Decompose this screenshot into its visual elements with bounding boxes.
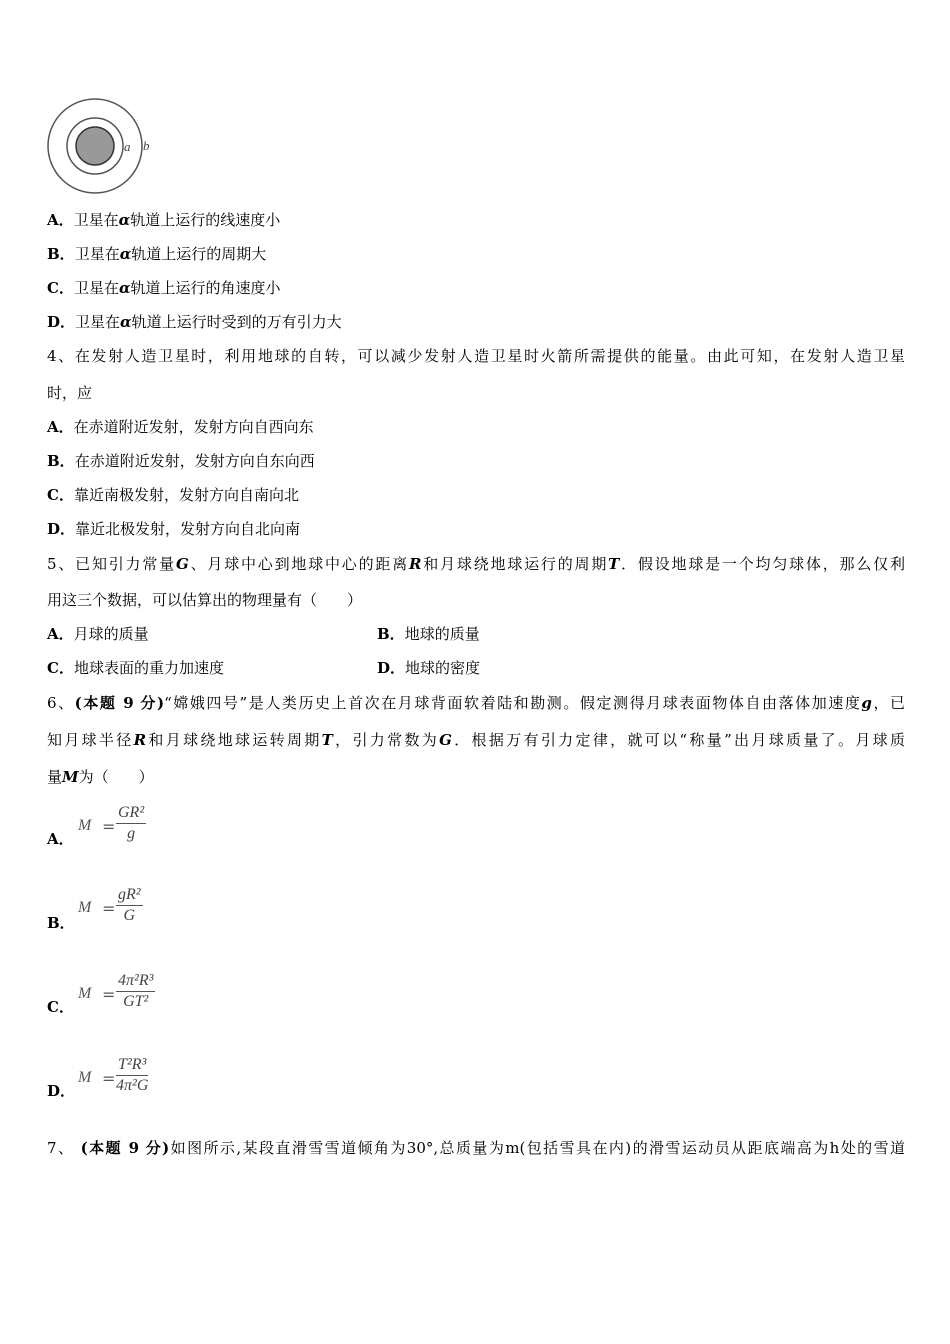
q3-option-a[interactable]: A．卫星在α轨道上运行的线速度小 [47,211,281,229]
q5-option-a[interactable]: A．月球的质量 [47,625,149,643]
q5-option-b[interactable]: B．地球的质量 [377,625,480,643]
orbit-label-a: a [124,139,131,154]
q4-option-b[interactable]: B．在赤道附近发射，发射方向自东向西 [47,452,315,470]
q6-stem-line1: 6、(本题 9 分)“嫦娥四号”是人类历史上首次在月球背面软着陆和勘测。假定测得月球表面物体自由落体加速度g，已 [47,694,906,712]
q4-option-c[interactable]: C．靠近南极发射，发射方向自南向北 [47,486,299,504]
q3-option-c[interactable]: C．卫星在α轨道上运行的角速度小 [47,279,281,297]
q7-stem-line1: 7、 (本题 9 分)如图所示,某段直滑雪雪道倾角为30°,总质量为m(包括雪具在内)的滑雪运动员从距底端高为h处的雪道 [47,1139,906,1157]
q5-option-c[interactable]: C．地球表面的重力加速度 [47,659,224,677]
q6-option-d[interactable]: D． M = T²R³ 4π²G [47,1056,149,1100]
planet [76,127,114,165]
q4-option-d[interactable]: D．靠近北极发射，发射方向自北向南 [47,520,301,538]
q4-stem-line2: 时，应 [47,384,93,402]
q6-option-b[interactable]: B． M = gR² G [47,886,141,932]
formula-fraction: GR² g [118,804,145,842]
q5-stem-line2: 用这三个数据，可以估算出的物理量有（ ） [47,591,363,609]
q5-stem-line1: 5、已知引力常量G、月球中心到地球中心的距离R和月球绕地球运行的周期T．假设地球是一个均匀球体，那么仅利 [47,555,905,573]
formula-fraction: T²R³ 4π²G [116,1056,149,1094]
q4-option-a[interactable]: A．在赤道附近发射，发射方向自西向东 [47,418,314,436]
orbit-label-b: b [143,138,150,153]
formula-fraction: 4π²R³ GT² [118,972,154,1010]
q6-option-c[interactable]: C． M = 4π²R³ GT² [47,972,154,1016]
q6-stem-line3: 量M为（ ） [47,768,154,786]
q3-option-b[interactable]: B．卫星在α轨道上运行的周期大 [47,245,267,263]
orbit-figure [45,96,157,196]
q6-stem-line2: 知月球半径R和月球绕地球运转周期T，引力常数为G．根据万有引力定律，就可以“称量”出月球质量了。月球质 [47,731,905,749]
q5-option-d[interactable]: D．地球的密度 [377,659,481,677]
formula-fraction: gR² G [118,886,141,924]
q6-option-a[interactable]: A． M = GR² g [47,804,145,848]
q4-stem-line1: 4、在发射人造卫星时，利用地球的自转，可以减少发射人造卫星时火箭所需提供的能量。由此可知，在发射人造卫星 [47,347,905,365]
q3-option-d[interactable]: D．卫星在α轨道上运行时受到的万有引力大 [47,313,342,331]
